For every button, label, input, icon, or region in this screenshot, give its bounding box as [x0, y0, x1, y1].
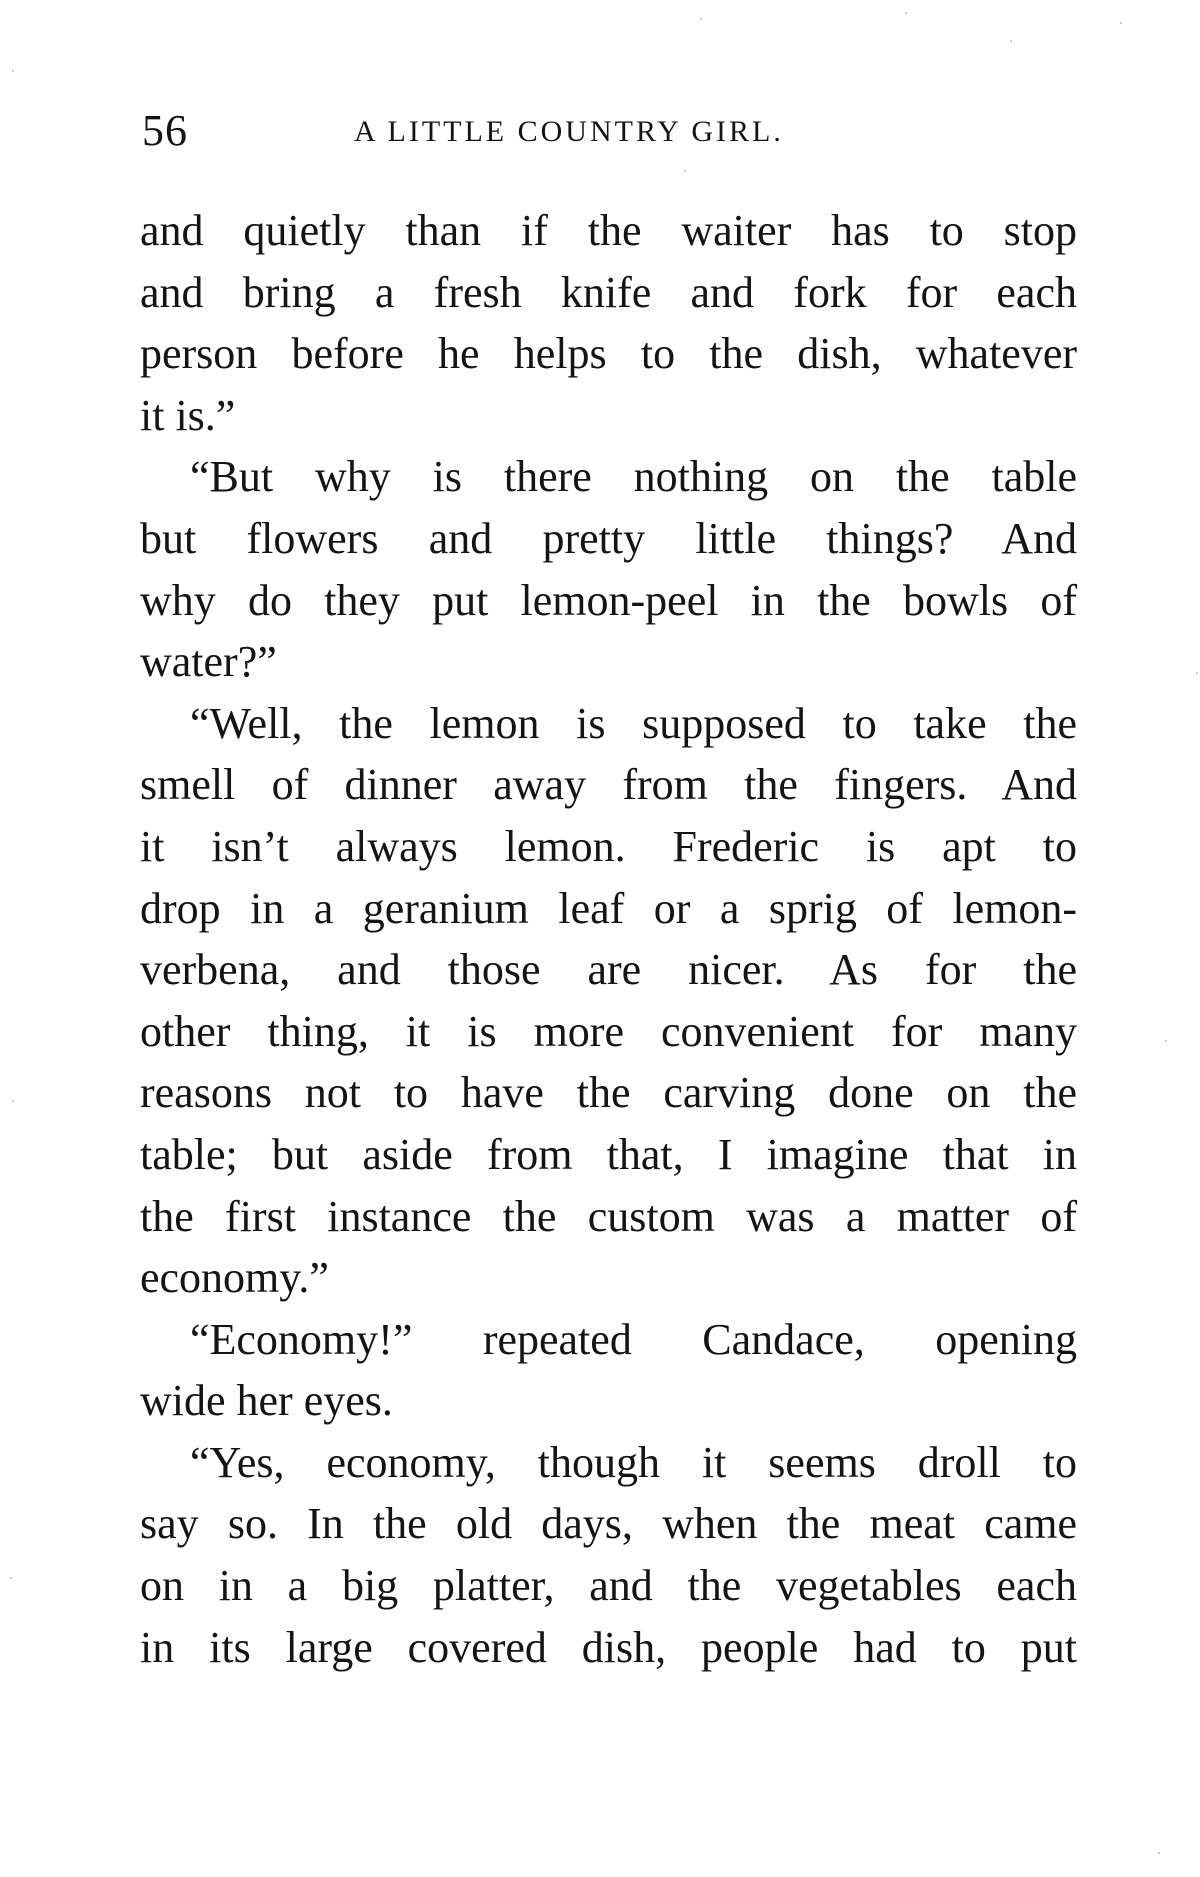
text-line: economy.”: [140, 1253, 329, 1303]
scan-speck: [1158, 1852, 1160, 1854]
page-number: 56: [142, 106, 188, 155]
text-line: “But why is there nothing on the table: [190, 452, 1077, 502]
text-line: and quietly than if the waiter has to stop: [140, 206, 1077, 255]
scan-speck: [10, 1577, 12, 1579]
text-line: person before he helps to the dish, whatever: [140, 329, 1077, 379]
text-line: smell of dinner away from the fingers. And: [140, 760, 1077, 810]
scan-speck: [1165, 1040, 1167, 1042]
scan-speck: [1010, 40, 1012, 42]
text-line: in its large covered dish, people had to put: [140, 1622, 1077, 1672]
text-line: on in a big platter, and the vegetables each: [140, 1561, 1077, 1611]
text-line: and bring a fresh knife and fork for each: [140, 267, 1077, 317]
text-line: the first instance the custom was a matter of: [140, 1191, 1077, 1241]
body-text: [140, 200, 1077, 1678]
text-line: reasons not to have the carving done on the: [140, 1068, 1077, 1118]
text-line: say so. In the old days, when the meat came: [140, 1499, 1077, 1549]
scan-speck: [1196, 672, 1198, 674]
text-line: verbena, and those are nicer. As for the: [140, 945, 1077, 995]
text-line: but flowers and pretty little things? And: [140, 513, 1077, 563]
scan-speck: [700, 18, 702, 20]
text-line: why do they put lemon-peel in the bowls of: [140, 575, 1077, 625]
text-line: it is.”: [140, 390, 236, 440]
text-line: wide her eyes.: [140, 1376, 393, 1426]
text-line: “Well, the lemon is supposed to take the: [190, 698, 1077, 748]
scan-speck: [1120, 22, 1122, 24]
text-line: drop in a geranium leaf or a sprig of lemon-: [140, 883, 1077, 933]
text-line: other thing, it is more convenient for many: [140, 1006, 1077, 1056]
text-line: “Yes, economy, though it seems droll to: [190, 1437, 1077, 1487]
text-line: “Economy!” repeated Candace, opening: [190, 1314, 1077, 1364]
scan-speck: [12, 70, 14, 72]
scan-speck: [684, 170, 686, 172]
text-line: it isn’t always lemon. Frederic is apt to: [140, 821, 1077, 871]
scan-speck: [905, 12, 907, 14]
text-line: water?”: [140, 637, 277, 687]
scan-speck: [12, 1100, 14, 1102]
running-title: A LITTLE COUNTRY GIRL.: [354, 115, 784, 148]
text-line: table; but aside from that, I imagine that in: [140, 1129, 1077, 1179]
page-header: [142, 106, 1082, 156]
